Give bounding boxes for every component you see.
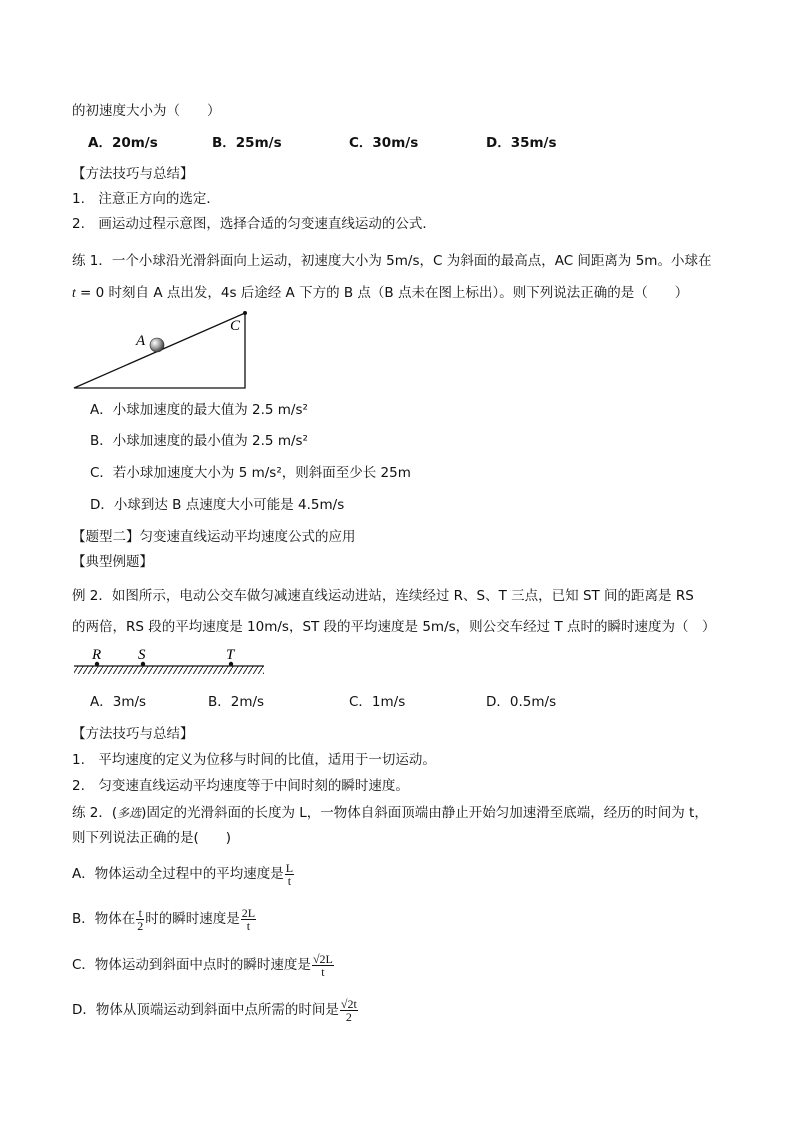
- topic2-subtitle: 【典型例题】: [72, 554, 153, 570]
- fraction-sqrt2l-over-t: [312, 953, 334, 978]
- option-d-text: D．物体从顶端运动到斜面中点所需的时间是: [72, 1002, 339, 1018]
- ball: [150, 338, 164, 352]
- practice2-option-d[interactable]: [72, 995, 359, 1025]
- frac-den: 2: [345, 1009, 352, 1024]
- sqrt-symbol: √: [312, 951, 320, 966]
- fraction-t-over-2: [136, 907, 144, 932]
- sqrt-symbol: √: [340, 996, 348, 1011]
- practice1-option-b[interactable]: B．小球加速度的最小值为 2.5 m/s²: [90, 433, 308, 449]
- sqrt-radicand: 2: [347, 996, 354, 1011]
- practice1-option-d[interactable]: D．小球到达 B 点速度大小可能是 4.5m/s: [90, 497, 345, 513]
- example2-stem-line1: 例 2．如图所示，电动公交车做匀减速直线运动进站，连续经过 R、S、T 三点，已知 ST 间的距离是 RS: [72, 588, 694, 604]
- practice1-stem-line2: [72, 284, 688, 302]
- option-b-text: B．物体在: [72, 911, 136, 927]
- label-c: C: [230, 318, 241, 334]
- fraction-sqrt2t-over-2: [340, 998, 358, 1023]
- sqrt-radicand: 2L: [319, 951, 333, 966]
- multi-select-tag: 多选: [117, 806, 142, 820]
- method2-item-2: 2. 匀变速直线运动平均速度等于中间时刻的瞬时速度。: [72, 778, 409, 794]
- label-a: A: [136, 333, 146, 349]
- frac-den: t: [321, 964, 325, 979]
- method2-title: 【方法技巧与总结】: [72, 726, 194, 742]
- practice1-stem-line1: 练 1．一个小球沿光滑斜面向上运动，初速度大小为 5m/s，C 为斜面的最高点，AC 间距离为 5m。小球在: [72, 253, 712, 269]
- practice1-option-c[interactable]: C．若小球加速度大小为 5 m/s²，则斜面至少长 25m: [90, 465, 411, 481]
- label-t: T: [226, 647, 235, 663]
- practice1-option-a[interactable]: A．小球加速度的最大值为 2.5 m/s²: [90, 402, 308, 418]
- example2-stem-line2: 的两倍，RS 段的平均速度是 10m/s，ST 段的平均速度是 5m/s，则公交车经过 T 点时的瞬时速度为（ ）: [72, 619, 716, 635]
- fraction-2l-over-t: [241, 907, 256, 932]
- practice2-stem-line1: [72, 804, 708, 822]
- option-c[interactable]: C．30m/s: [349, 135, 419, 151]
- fraction-l-over-t: [285, 862, 294, 887]
- question-stem-tail: 的初速度大小为（ ）: [72, 103, 221, 119]
- var-t: t: [72, 285, 76, 300]
- option-c-text: C．物体运动到斜面中点时的瞬时速度是: [72, 957, 311, 973]
- method-item-2: 2. 画运动过程示意图，选择合适的匀变速直线运动的公式．: [72, 216, 436, 232]
- practice2-option-a[interactable]: [72, 859, 295, 889]
- frac-den: 2: [137, 918, 144, 933]
- topic2-title: 【题型二】匀变速直线运动平均速度公式的应用: [72, 529, 356, 545]
- road-hatch: [74, 666, 264, 674]
- practice2-stem-line2: 则下列说法正确的是( ): [72, 830, 232, 846]
- road-figure: [72, 644, 266, 680]
- example2-option-d[interactable]: D．0.5m/s: [486, 694, 557, 710]
- sqrt-after: t: [353, 996, 357, 1011]
- option-b-mid: 时的瞬时速度是: [145, 911, 240, 927]
- example2-option-b[interactable]: B．2m/s: [208, 694, 265, 710]
- practice2-option-c[interactable]: [72, 950, 335, 980]
- frac-den: t: [287, 873, 292, 888]
- option-a-text: A．物体运动全过程中的平均速度是: [72, 866, 284, 882]
- practice2-stem-text: )固定的光滑斜面的长度为 L，一物体自斜面顶端由静止开始匀加速滑至底端，经历的时间为 t，: [141, 805, 708, 821]
- incline-figure: [70, 306, 260, 392]
- frac-num: 2L: [241, 905, 256, 920]
- frac-num: [340, 998, 358, 1011]
- point-c-dot: [243, 311, 247, 315]
- label-s: S: [138, 647, 146, 663]
- example2-option-a[interactable]: A．3m/s: [90, 694, 147, 710]
- frac-num: L: [285, 860, 294, 875]
- label-r: R: [92, 647, 102, 663]
- practice1-stem-line2-text: = 0 时刻自 A 点出发，4s 后途经 A 下方的 B 点（B 点未在图上标出）。则下列说法正确的是（ ）: [75, 285, 689, 301]
- frac-num: t: [136, 907, 144, 920]
- practice2-prefix: 练 2．(: [72, 805, 118, 821]
- method-item-1: 1. 注意正方向的选定．: [72, 191, 220, 207]
- frac-num: [312, 953, 334, 966]
- frac-den: t: [246, 918, 251, 933]
- example2-option-c[interactable]: C．1m/s: [349, 694, 406, 710]
- option-b[interactable]: B．25m/s: [212, 135, 282, 151]
- method2-item-1: 1. 平均速度的定义为位移与时间的比值，适用于一切运动。: [72, 752, 436, 768]
- option-a[interactable]: A．20m/s: [88, 135, 158, 151]
- practice2-option-b[interactable]: [72, 904, 257, 934]
- method-title: 【方法技巧与总结】: [72, 166, 194, 182]
- option-d[interactable]: D．35m/s: [486, 135, 557, 151]
